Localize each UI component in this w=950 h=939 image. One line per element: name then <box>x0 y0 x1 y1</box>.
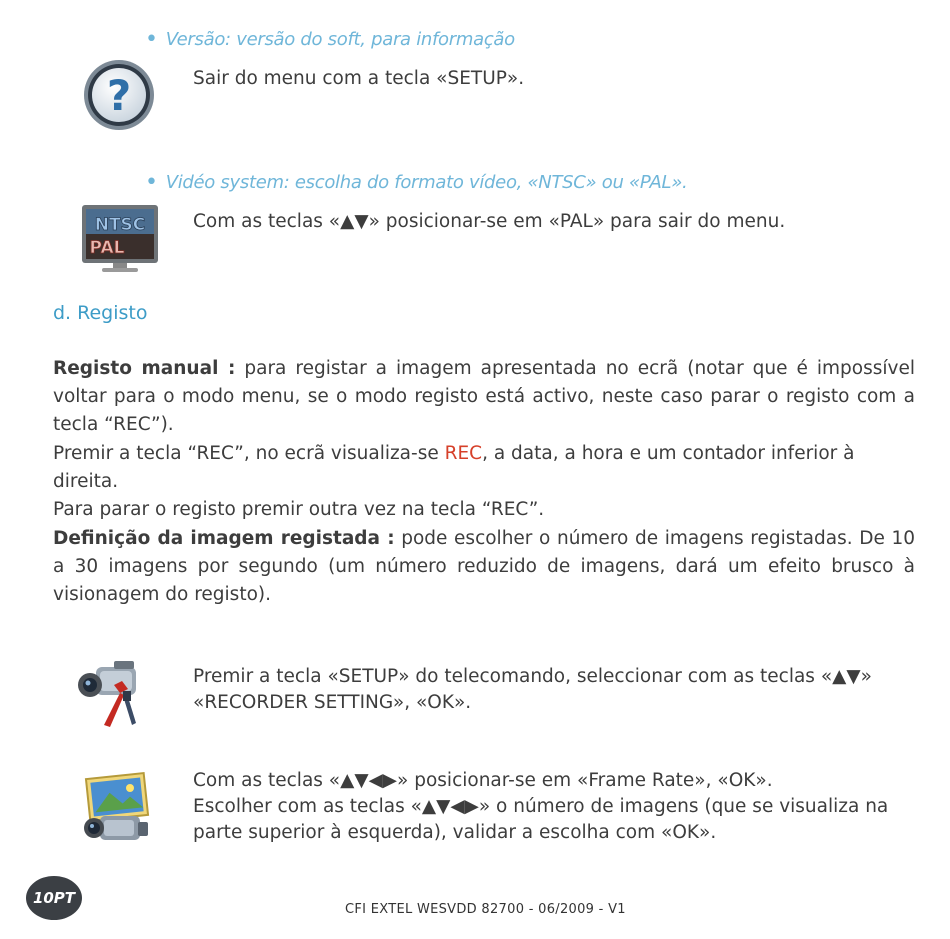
manual-paragraph: Registo manual : para registar a imagem apresentada no ecrã (notar que é impossível voltar para o modo menu, se o modo registo está activo, neste caso parar o registo com a tecla “REC”). <box>53 358 915 435</box>
version-bullet: • Versão: versão do soft, para informação <box>145 27 515 52</box>
step2-text: Com as teclas «▲▼◀▶» posicionar-se em «Frame Rate», «OK». Escolher com as teclas «▲▼◀▶» o número de imagens (que se visualiza na parte superior à esquerda), validar a escolha com «OK». <box>193 770 889 843</box>
definition-paragraph: Definição da imagem registada : pode escolher o número de imagens registadas. De 10 a 30 imagens por segundo (um número reduzido de imagens, dará um efeito brusco à visionagem do registo). <box>53 528 915 605</box>
page-number-badge: 10PT <box>26 876 82 920</box>
version-instruction: Sair do menu com a tecla «SETUP». <box>193 68 525 89</box>
footer-reference: CFI EXTEL WESVDD 82700 - 06/2009 - V1 <box>345 902 626 917</box>
section-heading: d. Registo <box>53 302 148 324</box>
rec-highlight: REC <box>444 443 483 464</box>
tv-label-ntsc: NTSC <box>94 215 146 235</box>
help-icon <box>80 56 158 134</box>
step1-text: Premir a tecla «SETUP» do telecomando, seleccionar com as teclas «▲▼» «RECORDER SETTING», «OK». <box>193 666 872 713</box>
tv-label-pal: PAL <box>89 238 125 258</box>
video-bullet: • Vidéo system: escolha do formato vídeo, «NTSC» ou «PAL». <box>145 170 688 195</box>
image-camera-icon <box>80 770 156 850</box>
svg-text:?: ? <box>106 71 132 120</box>
rec-paragraph: Premir a tecla “REC”, no ecrã visualiza-se REC, a data, a hora e um contador inferior à direita. Para parar o registo premir outra vez na tecla “REC”. <box>53 443 855 520</box>
video-instruction: Com as teclas «▲▼» posicionar-se em «PAL» para sair do menu. <box>193 211 786 232</box>
camera-settings-icon <box>74 655 150 729</box>
tv-icon <box>80 203 160 275</box>
